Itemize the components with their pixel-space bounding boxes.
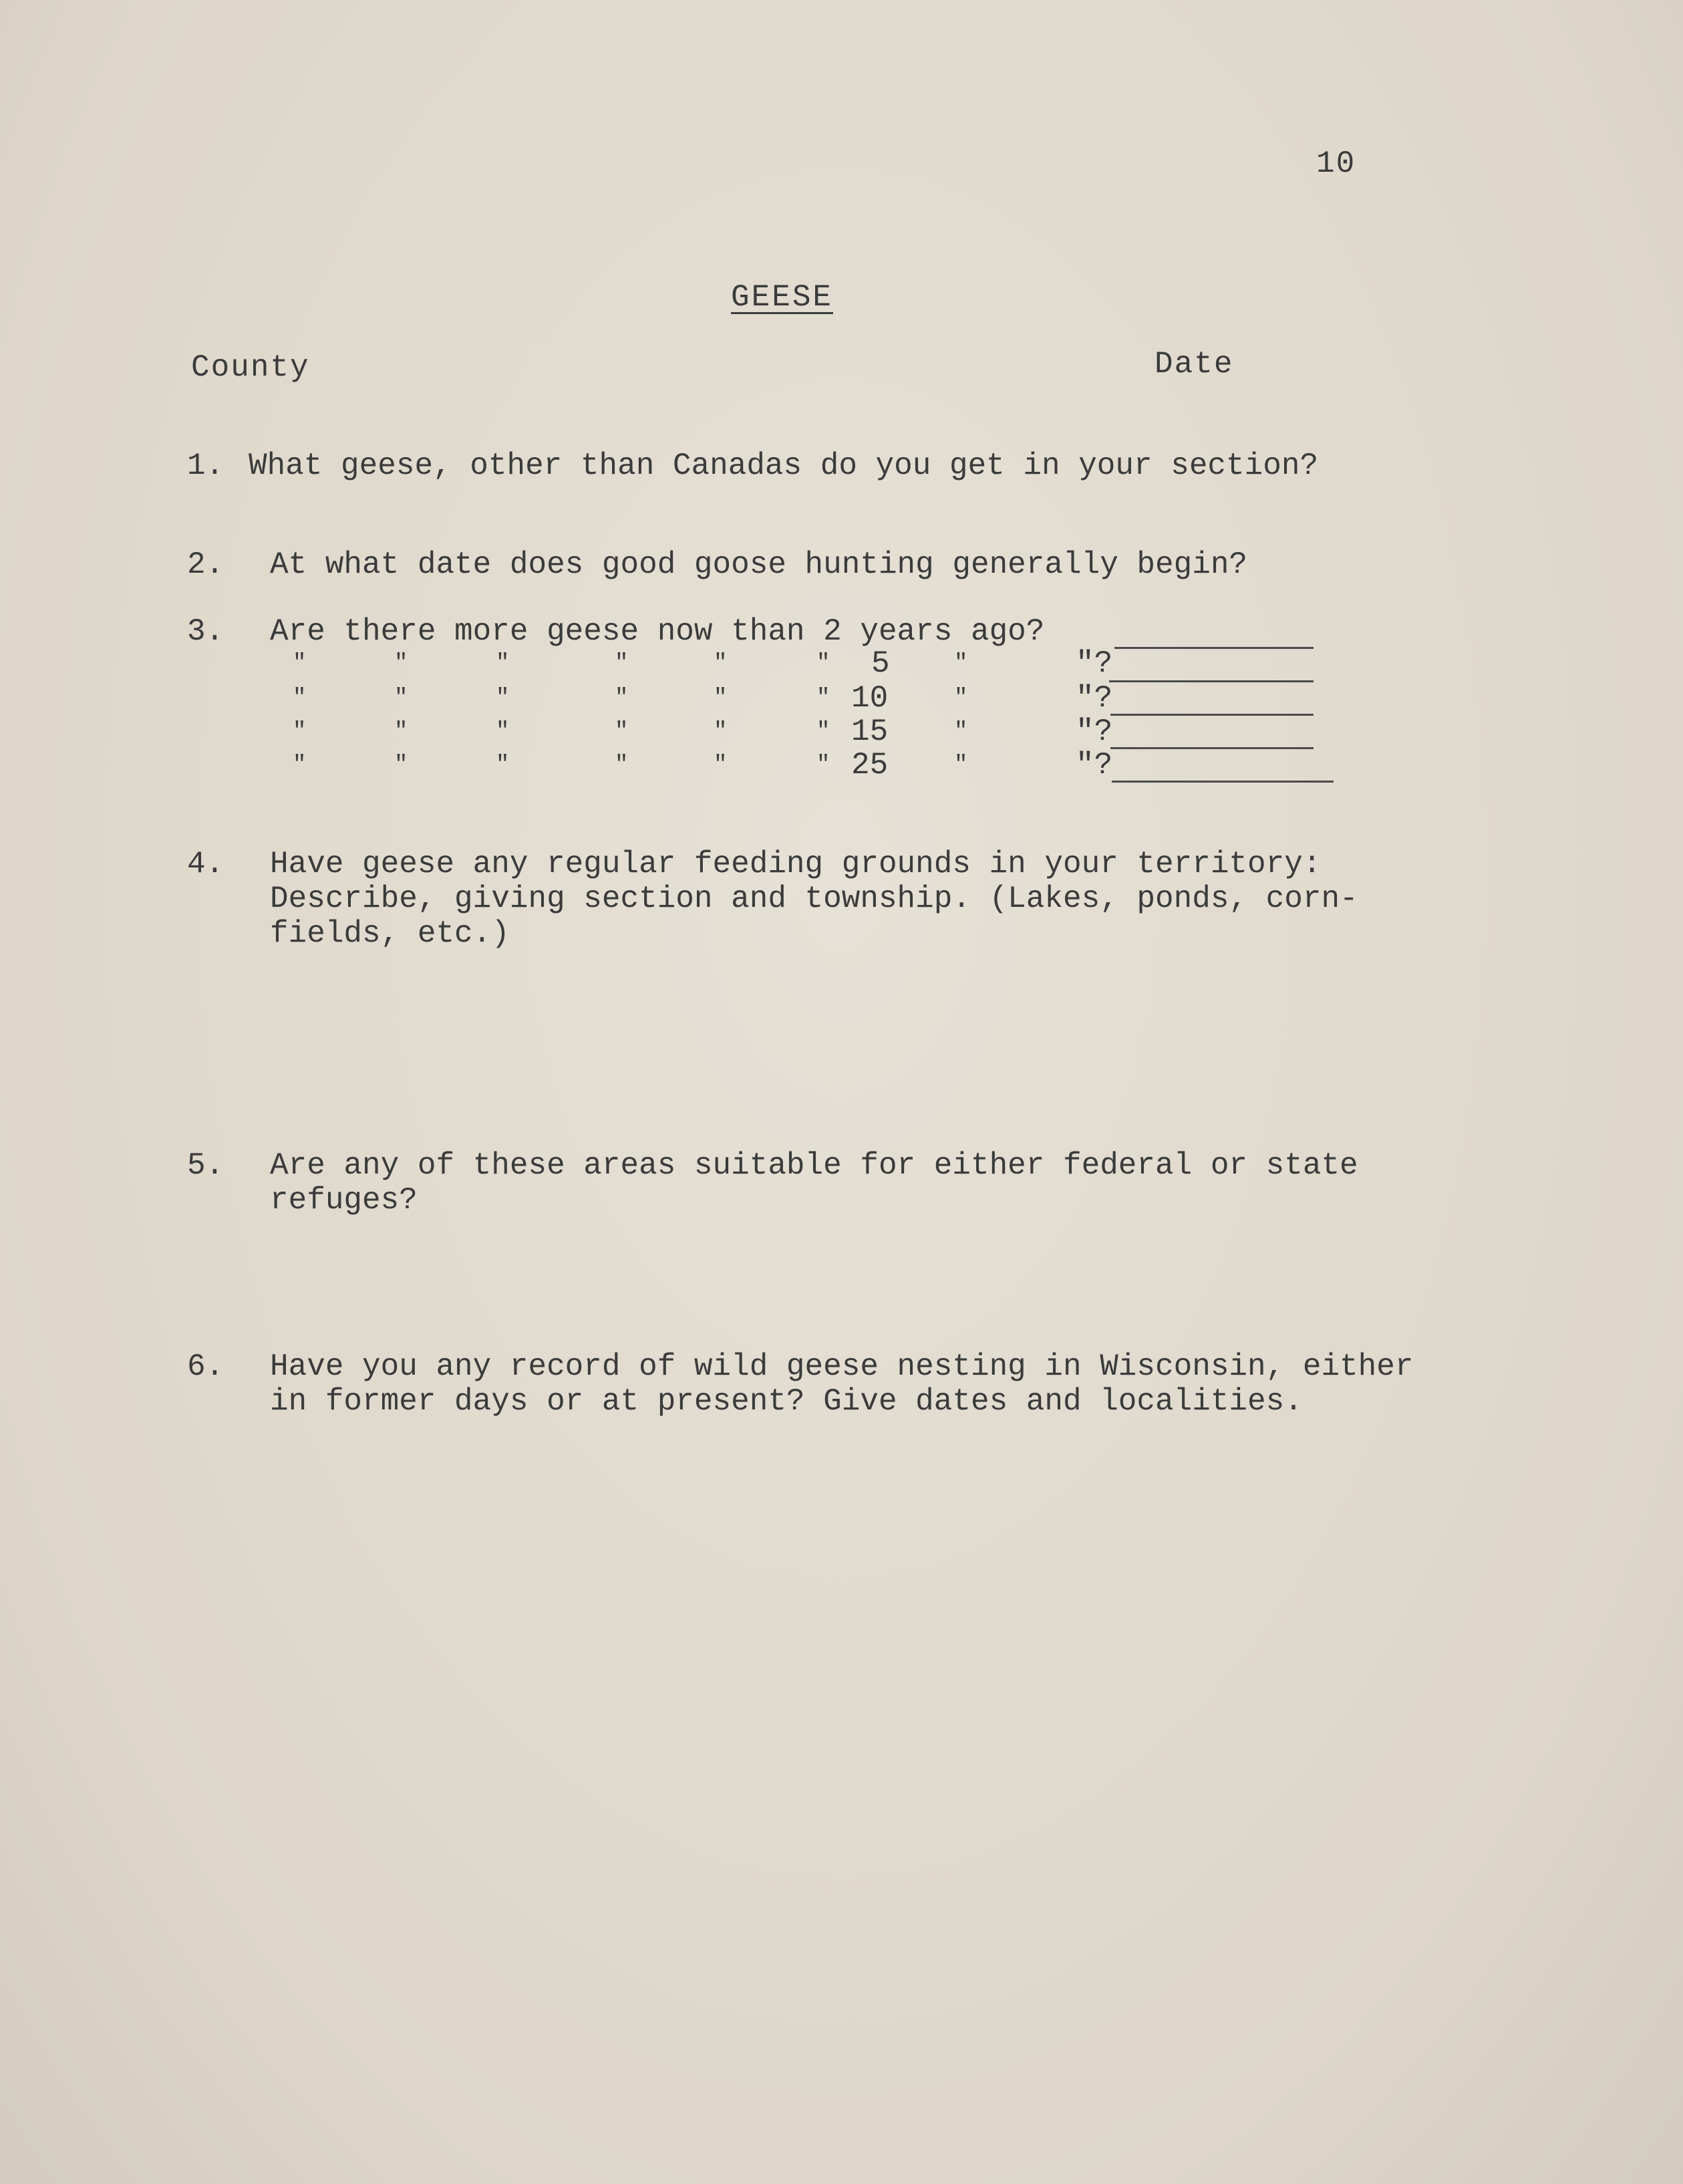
ditto-mark: " xyxy=(394,686,408,711)
ditto-mark: " xyxy=(954,753,968,778)
ditto-mark: " xyxy=(293,753,307,778)
ditto-mark: " xyxy=(714,651,728,676)
ditto-mark: " xyxy=(816,753,830,778)
question-number: 1. xyxy=(187,448,224,483)
question-text: Are there more geese now than 2 years ago? xyxy=(270,614,1045,649)
ditto-mark: " xyxy=(816,651,830,676)
question-text: in former days or at present? Give dates and localities. xyxy=(270,1384,1303,1419)
question-number: 2. xyxy=(187,547,224,582)
ditto-row xyxy=(0,715,1683,748)
ditto-question: "? xyxy=(1076,646,1113,681)
county-label: County xyxy=(191,350,310,385)
page-title: GEESE xyxy=(731,280,834,315)
ditto-row xyxy=(0,748,1683,782)
ditto-mark: " xyxy=(615,651,629,676)
ditto-mark: " xyxy=(293,686,307,711)
ditto-mark: " xyxy=(954,651,968,676)
ditto-mark: " xyxy=(394,719,408,744)
question-number: 6. xyxy=(187,1349,224,1384)
ditto-mark: " xyxy=(394,753,408,778)
ditto-mark: " xyxy=(816,686,830,711)
ditto-mark: " xyxy=(714,686,728,711)
date-label: Date xyxy=(1155,347,1234,382)
ditto-mark: " xyxy=(293,651,307,676)
ditto-question: "? xyxy=(1076,714,1113,749)
question-number: 5. xyxy=(187,1148,224,1183)
ditto-question: "? xyxy=(1076,681,1113,716)
ditto-mark: " xyxy=(714,753,728,778)
ditto-mark: " xyxy=(615,719,629,744)
years-value: 25 xyxy=(851,748,889,783)
ditto-row xyxy=(0,682,1683,715)
question-text: fields, etc.) xyxy=(270,916,510,951)
ditto-mark: " xyxy=(954,686,968,711)
years-value: 15 xyxy=(851,714,889,749)
ditto-mark: " xyxy=(615,686,629,711)
ditto-mark: " xyxy=(293,719,307,744)
question-text: refuges? xyxy=(270,1183,418,1218)
ditto-mark: " xyxy=(496,651,510,676)
ditto-mark: " xyxy=(954,719,968,744)
ditto-mark: " xyxy=(496,686,510,711)
years-value: 10 xyxy=(851,681,889,716)
ditto-question: "? xyxy=(1076,748,1113,783)
question-text: Have you any record of wild geese nesting in Wisconsin, either xyxy=(270,1349,1414,1384)
years-value: 5 xyxy=(871,646,890,681)
ditto-row xyxy=(0,647,1683,680)
ditto-mark: " xyxy=(394,651,408,676)
answer-blank[interactable] xyxy=(1112,781,1334,783)
question-text: Are any of these areas suitable for either federal or state xyxy=(270,1148,1358,1183)
question-text: Describe, giving section and township. (Lakes, ponds, corn- xyxy=(270,881,1358,916)
question-number: 4. xyxy=(187,847,224,881)
question-text: At what date does good goose hunting generally begin? xyxy=(270,547,1248,582)
ditto-mark: " xyxy=(714,719,728,744)
question-text: Have geese any regular feeding grounds in your territory: xyxy=(270,847,1322,881)
page-number: 10 xyxy=(1316,146,1356,181)
ditto-mark: " xyxy=(496,719,510,744)
question-text: What geese, other than Canadas do you get in your section? xyxy=(249,448,1319,483)
ditto-mark: " xyxy=(816,719,830,744)
ditto-mark: " xyxy=(615,753,629,778)
question-number: 3. xyxy=(187,614,224,649)
ditto-mark: " xyxy=(496,753,510,778)
